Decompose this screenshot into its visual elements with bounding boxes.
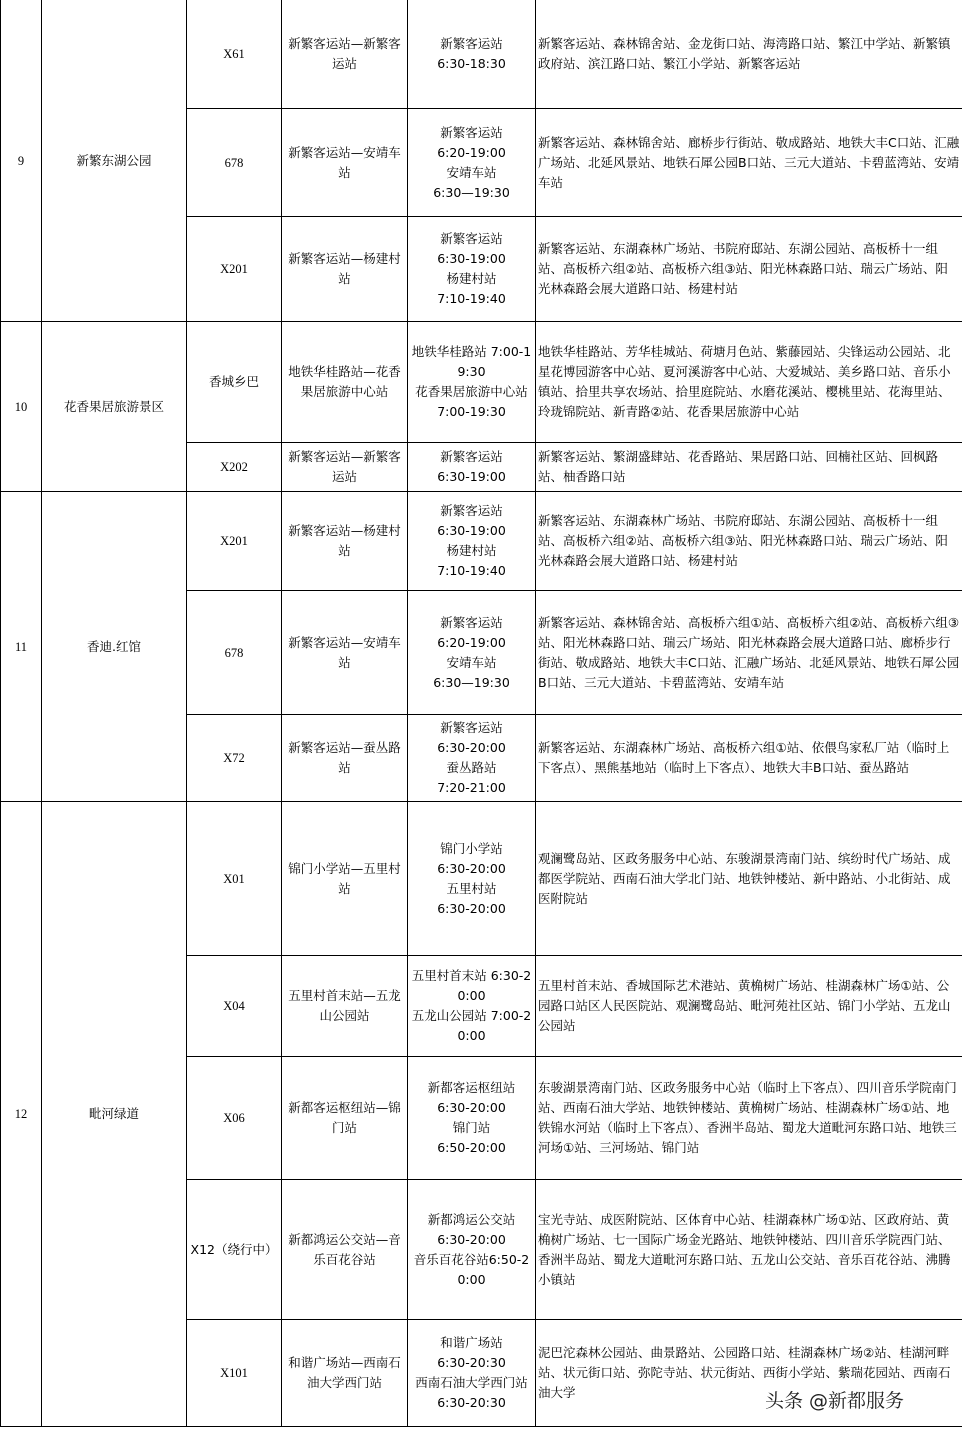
- time-line: 音乐百花谷站6:50-20:00: [413, 1251, 530, 1287]
- route-endpoints: 新都鸿运公交站—音乐百花谷站: [282, 1180, 408, 1320]
- bus-line-number: X101: [187, 1320, 282, 1427]
- bus-line-number: X01: [187, 802, 282, 956]
- operating-times: [408, 1180, 536, 1320]
- time-line: 6:30—19:30: [433, 184, 510, 200]
- time-line: 新繁客运站: [440, 449, 503, 464]
- operating-times: [408, 443, 536, 492]
- table-row: [1, 802, 962, 956]
- bus-line-number: X72: [187, 715, 282, 802]
- time-line: 五里村首末站 6:30-20:00: [411, 968, 532, 1003]
- time-line: 新都客运枢纽站: [427, 1080, 516, 1095]
- stop-list: 新繁客运站、东湖森林广场站、书院府邸站、东湖公园站、高板桥十一组站、高板桥六组②站、高板桥六组③站、阳光林森路口站、瑞云广场站、阳光林森路会展大道路口站、杨建村站: [536, 492, 962, 591]
- time-line: 五里村站: [446, 880, 497, 896]
- operating-times: [408, 1320, 536, 1427]
- time-line: 6:30-18:30: [437, 56, 506, 71]
- scenic-spot-name: 新繁东湖公园: [42, 0, 187, 322]
- time-line: 6:30-20:00: [437, 860, 506, 876]
- group-index: 11: [1, 492, 42, 802]
- operating-times: [408, 217, 536, 322]
- route-endpoints: 地铁华桂路站—花香果居旅游中心站: [282, 322, 408, 443]
- group-index: 12: [1, 802, 42, 1427]
- route-endpoints: 新繁客运站—新繁客运站: [282, 0, 408, 109]
- time-line: 6:30-19:00: [437, 251, 506, 266]
- time-line: 7:10-19:40: [437, 563, 506, 578]
- time-line: 安靖车站: [446, 654, 497, 670]
- stop-list: 泥巴沱森林公园站、曲景路站、公园路口站、桂湖森林广场②站、桂湖河畔站、状元街口站、弥陀寺站、状元街站、西街小学站、紫瑞花园站、西南石油大学: [536, 1320, 962, 1427]
- bus-line-number: X201: [187, 492, 282, 591]
- bus-line-number: 香城乡巴: [187, 322, 282, 443]
- time-line: 6:30-20:00: [437, 900, 506, 916]
- stop-list: 宝光寺站、成医附院站、区体育中心站、桂湖森林广场①站、区政府站、黄桷树广场站、七一国际广场金光路站、地铁钟楼站、四川音乐学院西门站、香洲半岛站、蜀龙大道毗河东路口站、五龙山公交站、音乐百花谷站、沸腾小镇站: [536, 1180, 962, 1320]
- bus-line-number: X06: [187, 1057, 282, 1180]
- time-line: 6:30-19:00: [437, 469, 506, 484]
- time-line: 新繁客运站: [440, 614, 503, 630]
- time-line: 6:50-20:00: [437, 1140, 506, 1155]
- group-index: 9: [1, 0, 42, 322]
- route-endpoints: 新繁客运站—杨建村站: [282, 217, 408, 322]
- time-line: 6:30-20:00: [437, 1100, 506, 1115]
- bus-line-number: X201: [187, 217, 282, 322]
- stop-list: 东骏湖景湾南门站、区政务服务中心站（临时上下客点）、四川音乐学院南门站、西南石油大学站、地铁钟楼站、黄桷树广场站、桂湖森林广场①站、地铁锦水河站（临时上下客点）、香洲半岛站、蜀龙大道毗河东路口站、地铁三河场①站、三河场站、锦门站: [536, 1057, 962, 1180]
- time-line: 蚕丛路站: [446, 760, 497, 775]
- route-endpoints: 新繁客运站—蚕丛路站: [282, 715, 408, 802]
- stop-list: 观澜鹭岛站、区政务服务中心站、东骏湖景湾南门站、缤纷时代广场站、成都医学院站、西南石油大学北门站、地铁钟楼站、新中路站、小北街站、成医附院站: [536, 802, 962, 956]
- time-line: 7:20-21:00: [437, 780, 506, 795]
- table-row: [1, 322, 962, 443]
- route-endpoints: 新繁客运站—杨建村站: [282, 492, 408, 591]
- bus-line-number: X04: [187, 956, 282, 1057]
- operating-times: [408, 322, 536, 443]
- time-line: 西南石油大学西门站 6:30-20:30: [415, 1375, 528, 1410]
- operating-times: [408, 109, 536, 217]
- time-line: 杨建村站: [446, 271, 497, 286]
- operating-times: [408, 0, 536, 109]
- stop-list: 地铁华桂路站、芳华桂城站、荷塘月色站、紫藤园站、尖锋运动公园站、北星花博园游客中心站、夏河溪游客中心站、大爱城站、美乡路口站、音乐小镇站、拾里共享农场站、拾里庭院站、水磨花溪站、樱桃里站、花海里站、玲珑锦院站、新青路②站、花香果居旅游中心站: [536, 322, 962, 443]
- time-line: 新繁客运站: [440, 124, 503, 140]
- time-line: 7:10-19:40: [437, 291, 506, 306]
- bus-line-number: X12（绕行中）: [187, 1180, 282, 1320]
- bus-line-number: X202: [187, 443, 282, 492]
- operating-times: [408, 492, 536, 591]
- operating-times: [408, 956, 536, 1057]
- operating-times: [408, 1057, 536, 1180]
- scenic-spot-name: 花香果居旅游景区: [42, 322, 187, 492]
- route-endpoints: 新繁客运站—安靖车站: [282, 591, 408, 715]
- bus-line-number: 678: [187, 109, 282, 217]
- table-row: [1, 492, 962, 591]
- bus-line-number: 678: [187, 591, 282, 715]
- time-line: 新繁客运站: [440, 36, 503, 51]
- time-line: 锦门小学站: [440, 840, 503, 856]
- operating-times: [408, 715, 536, 802]
- time-line: 杨建村站: [446, 543, 497, 558]
- time-line: 6:30-20:00: [437, 740, 506, 755]
- route-endpoints: 五里村首末站—五龙山公园站: [282, 956, 408, 1057]
- time-line: 花香果居旅游中心站 7:00-19:30: [415, 384, 528, 419]
- time-line: 6:30-20:30: [437, 1355, 506, 1370]
- time-line: 6:30-20:00: [437, 1231, 506, 1247]
- stop-list: 新繁客运站、森林锦舍站、高板桥六组①站、高板桥六组②站、高板桥六组③站、阳光林森路口站、瑞云广场站、阳光林森路会展大道路口站、廊桥步行街站、敬成路站、地铁大丰C口站、汇融广场站、北延风景站、地铁石犀公园B口站、三元大道站、卡碧蓝湾站、安靖车站: [536, 591, 962, 715]
- group-index: 10: [1, 322, 42, 492]
- time-line: 地铁华桂路站 7:00-19:30: [411, 344, 532, 379]
- route-endpoints: 新繁客运站—安靖车站: [282, 109, 408, 217]
- stop-list: 新繁客运站、东湖森林广场站、高板桥六组①站、依偎鸟家私厂站（临时上下客点）、黑熊基地站（临时上下客点）、地铁大丰B口站、蚕丛路站: [536, 715, 962, 802]
- time-line: 6:30—19:30: [433, 674, 510, 690]
- scenic-spot-name: 香迪.红馆: [42, 492, 187, 802]
- stop-list: 新繁客运站、东湖森林广场站、书院府邸站、东湖公园站、高板桥十一组站、高板桥六组②站、高板桥六组③站、阳光林森路口站、瑞云广场站、阳光林森路会展大道路口站、杨建村站: [536, 217, 962, 322]
- time-line: 新繁客运站: [440, 231, 503, 246]
- route-endpoints: 新都客运枢纽站—锦门站: [282, 1057, 408, 1180]
- time-line: 6:30-19:00: [437, 523, 506, 538]
- route-endpoints: 新繁客运站—新繁客运站: [282, 443, 408, 492]
- time-line: 新繁客运站: [440, 503, 503, 518]
- route-endpoints: 锦门小学站—五里村站: [282, 802, 408, 956]
- scenic-spot-name: 毗河绿道: [42, 802, 187, 1427]
- time-line: 五龙山公园站 7:00-20:00: [411, 1008, 532, 1043]
- source-watermark: 头条 @新都服务: [765, 1386, 904, 1413]
- route-endpoints: 和谐广场站—西南石油大学西门站: [282, 1320, 408, 1427]
- stop-list: 新繁客运站、繁湖盛肆站、花香路站、果居路口站、回楠社区站、回枫路站、柚香路口站: [536, 443, 962, 492]
- time-line: 6:20-19:00: [437, 634, 506, 650]
- bus-line-number: X61: [187, 0, 282, 109]
- stop-list: 新繁客运站、森林锦舍站、金龙街口站、海湾路口站、繁江中学站、新繁镇政府站、滨江路口站、繁江小学站、新繁客运站: [536, 0, 962, 109]
- time-line: 安靖车站: [446, 164, 497, 180]
- time-line: 锦门站: [452, 1120, 491, 1135]
- stop-list: 新繁客运站、森林锦舍站、廊桥步行街站、敬成路站、地铁大丰C口站、汇融广场站、北延风景站、地铁石犀公园B口站、三元大道站、卡碧蓝湾站、安靖车站: [536, 109, 962, 217]
- operating-times: [408, 802, 536, 956]
- operating-times: [408, 591, 536, 715]
- time-line: 新都鸿运公交站: [427, 1211, 516, 1227]
- time-line: 和谐广场站: [440, 1335, 503, 1350]
- time-line: 6:20-19:00: [437, 144, 506, 160]
- stop-list: 五里村首末站、香城国际艺术港站、黄桷树广场站、桂湖森林广场①站、公园路口站区人民医院站、观澜鹭岛站、毗河苑社区站、锦门小学站、五龙山公园站: [536, 956, 962, 1057]
- time-line: 新繁客运站: [440, 720, 503, 735]
- table-row: [1, 0, 962, 109]
